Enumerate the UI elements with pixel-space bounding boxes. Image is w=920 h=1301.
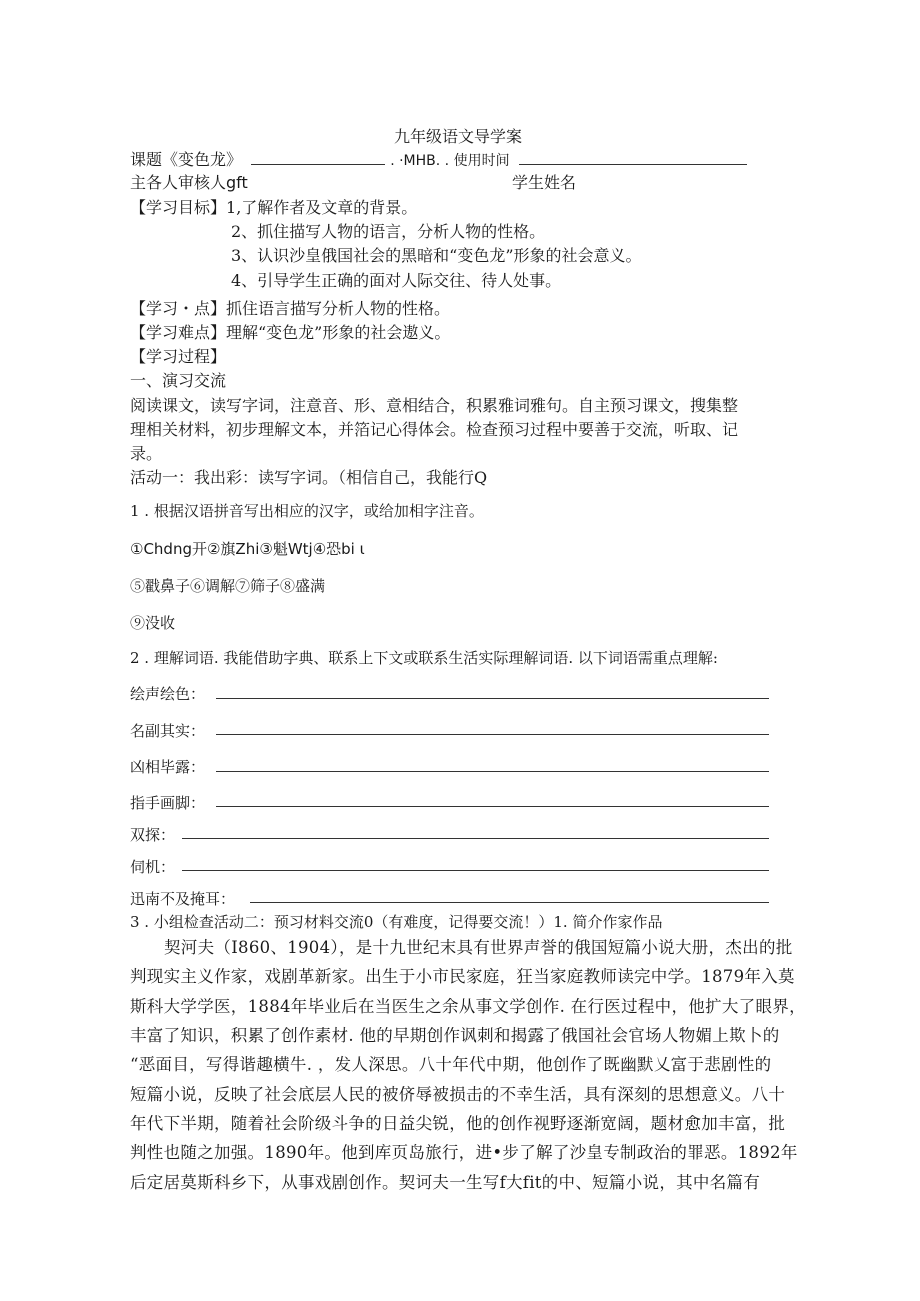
difficulty: 【学习难点】理解“变色龙”形象的社会遨义。: [130, 323, 451, 342]
objective-item-2: 2、抓住描写人物的语言，分析人物的性格。: [231, 222, 546, 241]
bio-line-5: “恶面目，写得谐趣横牛. ，发人深思。八十年代中期，他创作了既幽默乂富于悲剧性的: [130, 1055, 772, 1074]
bio-line-7: 年代下半期，随着社会阶级斗争的日益尖锐，他的创作视野逐渐宽阔，题材愈加丰富，批: [130, 1114, 786, 1133]
term-4-label: 指手画脚：: [130, 794, 206, 812]
section-one-heading: 一、演习交流: [130, 371, 227, 390]
section-one-para-line-2: 理相关材料，初步理解文本，并箔记心得体会。检查预习过程中要善于交流，听取、记: [130, 420, 739, 439]
question-1: 1 . 根据汉语拼音写出相应的汉字，或给加相字注音。: [130, 502, 484, 520]
term-6-label: 伺机：: [130, 858, 176, 876]
objective-item-3: 3、认识沙皇俄国社会的黑暗和“变色龙”形象的社会意义。: [231, 246, 642, 265]
question-1-row-1: ①Chdng开②旗Zhi③魁Wtj④恐bi ι: [130, 540, 365, 558]
term-4-blank: [216, 806, 769, 807]
term-7-label: 迅南不及掩耳：: [130, 890, 236, 908]
bio-line-2: 判现实主义作家，戏剧革新家。出生于小市民家庭，狂当家庭教师读完中学。1879年入莫: [130, 967, 795, 986]
term-2-label: 名副其实：: [130, 722, 206, 740]
process-label: 【学习过程】: [130, 347, 227, 366]
question-3: 3 . 小组检查活动二：预习材料交流0（有难度，记得要交流！）1. 简介作家作品: [130, 913, 663, 931]
term-3-label: 凶相毕露：: [130, 758, 206, 776]
bio-line-9: 后定居莫斯科乡下，从事戏剧创作。契诃夫一生写f大fit的中、短篇小说，其中名篇有: [130, 1173, 761, 1192]
term-5-label: 双探：: [130, 826, 176, 844]
document-title: 九年级语文导学案: [394, 127, 523, 146]
bio-line-3: 斯科大学学医，1884年毕业后在当医生之余从事文学创作. 在行医过程中，他扩大了眼界，: [130, 997, 806, 1016]
bio-line-6: 短篇小说，反映了社会底层人民的被侪辱被损击的不幸生活，具有深刻的思想意义。八十: [130, 1085, 786, 1104]
topic-blank: [251, 150, 385, 165]
section-one-para-line-3: 录。: [130, 444, 163, 463]
host-value: 人gft: [210, 173, 248, 192]
question-1-row-2: ⑤戳鼻子⑥调解⑦筛子⑧盛满: [130, 577, 326, 595]
question-1-row-3: ⑨没收: [130, 614, 176, 632]
student-name-label: 学生姓名: [512, 173, 577, 192]
objective-item-1: 1,了解作者及文章的背景。: [226, 198, 418, 217]
term-6-blank: [182, 870, 769, 871]
activity-one: 活动一：我出彩：读写字词。（相信自己，我能行Q: [130, 468, 488, 487]
objective-item-4: 4、引导学生正确的面对人际交往、待人处事。: [231, 271, 562, 290]
topic-label: 课题《变色龙》: [130, 150, 243, 169]
question-2: 2 . 理解词语. 我能借助字典、联系上下文或联系生活实际理解词语. 以下词语需重点理解:: [130, 649, 718, 667]
term-3-blank: [216, 771, 769, 772]
key-point: 【学习・点】抓住语言描写分析人物的性格。: [130, 299, 451, 318]
bio-line-8: 判性也随之加强。1890年。他到库页岛旅行，进•步了解了沙皇专制政治的罪恶。1892年: [130, 1143, 798, 1162]
host-line: [130, 172, 248, 194]
bio-line-4: 丰富了知识，积累了创作素材. 他的早期创作讽刺和揭露了俄国社会官场人物媚上欺卜的: [130, 1026, 780, 1045]
topic-line: [130, 149, 747, 172]
term-2-blank: [216, 734, 769, 735]
host-label: 主各人审核: [130, 173, 211, 192]
bio-line-1: 契河夫（I860、1904），是十九世纪末具有世界声誉的俄国短篇小说大册，杰出的批: [164, 938, 793, 957]
objectives-label: 【学习目标】: [130, 198, 227, 217]
date-blank: [519, 150, 747, 165]
term-1-blank: [216, 698, 769, 699]
term-7-blank: [250, 902, 769, 903]
code-text: . ·MHB. . 使用时间: [390, 153, 510, 169]
term-1-label: 绘声绘色：: [130, 685, 206, 703]
term-5-blank: [182, 838, 769, 839]
objectives-row-1: [130, 197, 417, 219]
section-one-para-line-1: 阅读课文，读写字词，注意音、形、意相结合，积累雅词雅句。自主预习课文，搜集整: [130, 396, 739, 415]
